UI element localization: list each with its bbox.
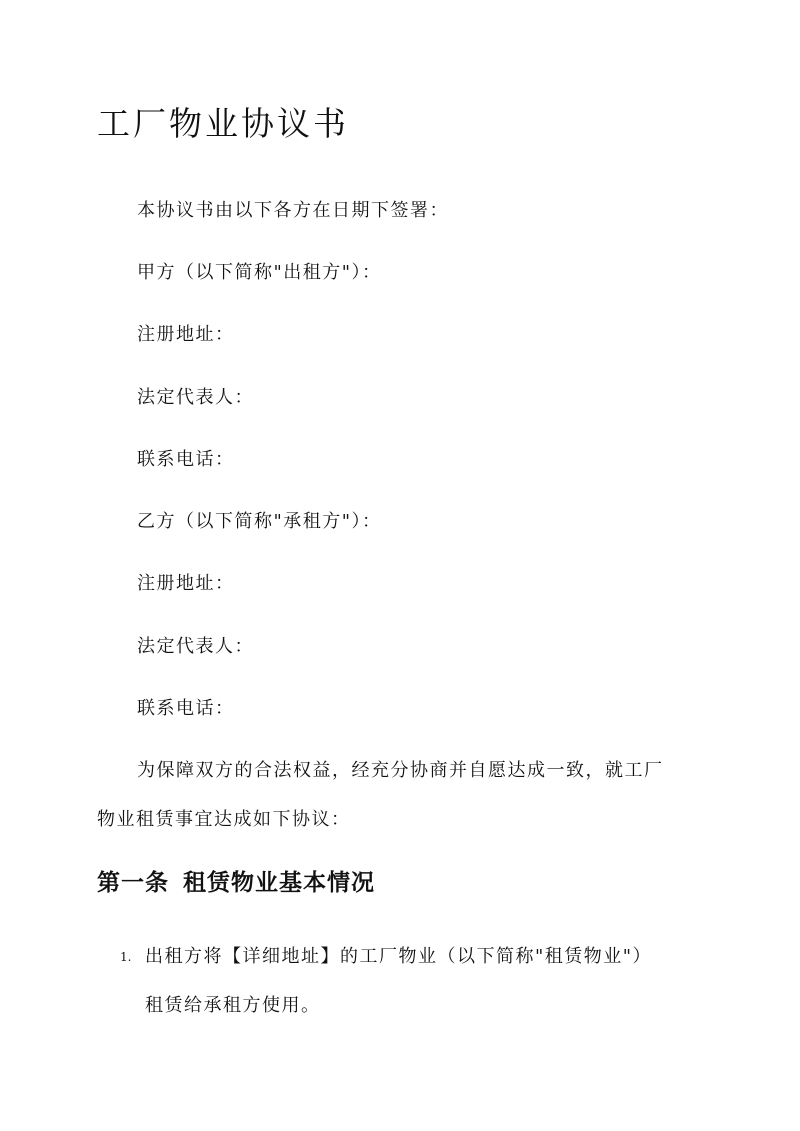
section-1-title: 租赁物业基本情况 <box>183 869 375 896</box>
section-1-number: 第一条 <box>97 869 169 896</box>
party-a-phone-label: 联系电话： <box>137 449 235 470</box>
party-b-phone-label: 联系电话： <box>137 698 235 719</box>
party-b-rep-label: 法定代表人： <box>137 636 254 657</box>
list-item-line-2: 租赁给承租方使用。 <box>145 995 321 1016</box>
intro-line: 本协议书由以下各方在日期下签署： <box>137 200 449 221</box>
list-item-number: 1. <box>120 950 132 964</box>
preamble-line-1: 为保障双方的合法权益，经充分协商并自愿达成一致，就工厂 <box>137 760 664 781</box>
section-1-heading <box>97 864 375 897</box>
party-a-address-label: 注册地址： <box>137 324 235 345</box>
list-item-line-1: 出租方将【详细地址】的工厂物业（以下简称"租赁物业"） <box>145 946 653 967</box>
party-b-heading: 乙方（以下简称"承租方"）： <box>137 511 382 532</box>
party-b-address-label: 注册地址： <box>137 573 235 594</box>
document-title: 工厂物业协议书 <box>97 104 349 143</box>
party-a-rep-label: 法定代表人： <box>137 387 254 408</box>
party-a-heading: 甲方（以下简称"出租方"）： <box>137 262 382 283</box>
preamble-line-2: 物业租赁事宜达成如下协议： <box>97 809 351 830</box>
